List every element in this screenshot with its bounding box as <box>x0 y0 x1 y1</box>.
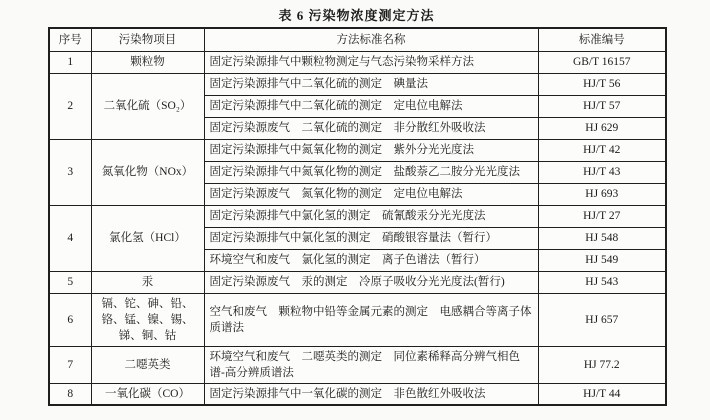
serial-number-cell: 7 <box>49 346 91 383</box>
table-row <box>49 73 666 95</box>
pollutant-methods-table <box>48 27 667 406</box>
pollutant-cell: 颗粒物 <box>91 51 204 73</box>
standard-code-cell: HJ/T 56 <box>538 73 666 95</box>
method-standard-name-cell: 固定污染源废气 汞的测定 冷原子吸收分光光度法(暂行) <box>204 271 538 293</box>
table-row <box>49 293 666 346</box>
method-standard-name-cell: 固定污染源排气中一氧化碳的测定 非色散红外吸收法 <box>204 383 538 405</box>
table-row <box>49 51 666 73</box>
pollutant-cell: 二噁英类 <box>91 346 204 383</box>
method-standard-name-cell: 空气和废气 颗粒物中铅等金属元素的测定 电感耦合等离子体质谱法 <box>204 293 538 346</box>
table-title: 表 6 污染物浓度测定方法 <box>278 8 435 23</box>
standard-code-cell: HJ 629 <box>538 117 666 139</box>
method-standard-name-cell: 环境空气和废气 二噁英类的测定 同位素稀释高分辨气相色谱-高分辨质谱法 <box>204 346 538 383</box>
table-body <box>49 51 666 405</box>
standard-code-cell: HJ/T 57 <box>538 95 666 117</box>
method-standard-name-cell: 固定污染源排气中氮氧化物的测定 紫外分光光度法 <box>204 139 538 161</box>
header-row <box>49 28 666 51</box>
serial-number-cell: 4 <box>49 205 91 271</box>
standard-code-cell: GB/T 16157 <box>538 51 666 73</box>
pollutant-cell: 氯化氢（HCl） <box>91 205 204 271</box>
method-standard-name-cell: 固定污染源废气 氮氧化物的测定 定电位电解法 <box>204 183 538 205</box>
table-row <box>49 346 666 383</box>
standard-code-cell: HJ 543 <box>538 271 666 293</box>
pollutant-cell: 一氧化碳（CO） <box>91 383 204 405</box>
header-method-standard-name: 方法标准名称 <box>204 28 538 51</box>
method-standard-name-cell: 固定污染源排气中二氧化硫的测定 碘量法 <box>204 73 538 95</box>
standard-code-cell: HJ/T 43 <box>538 161 666 183</box>
standard-code-cell: HJ 549 <box>538 249 666 271</box>
method-standard-name-cell: 固定污染源排气中氯化氢的测定 硝酸银容量法（暂行） <box>204 227 538 249</box>
method-standard-name-cell: 固定污染源排气中氮氧化物的测定 盐酸萘乙二胺分光光度法 <box>204 161 538 183</box>
serial-number-cell: 1 <box>49 51 91 73</box>
serial-number-cell: 2 <box>49 73 91 139</box>
serial-number-cell: 5 <box>49 271 91 293</box>
table-row <box>49 205 666 227</box>
pollutant-cell: 氮氧化物（NOx） <box>91 139 204 205</box>
method-standard-name-cell: 固定污染源排气中氯化氢的测定 硫氰酸汞分光光度法 <box>204 205 538 227</box>
pollutant-cell: 镉、铊、砷、铅、铬、锰、镍、锡、锑、铜、钴 <box>91 293 204 346</box>
standard-code-cell: HJ 548 <box>538 227 666 249</box>
method-standard-name-cell: 固定污染源排气中二氧化硫的测定 定电位电解法 <box>204 95 538 117</box>
method-standard-name-cell: 固定污染源废气 二氧化硫的测定 非分散红外吸收法 <box>204 117 538 139</box>
serial-number-cell: 8 <box>49 383 91 405</box>
serial-number-cell: 6 <box>49 293 91 346</box>
method-standard-name-cell: 固定污染源排气中颗粒物测定与气态污染物采样方法 <box>204 51 538 73</box>
pollutant-cell: 汞 <box>91 271 204 293</box>
pollutant-cell: 二氧化硫（SO₂） <box>91 73 204 139</box>
standard-code-cell: HJ 657 <box>538 293 666 346</box>
table-row <box>49 383 666 405</box>
standard-code-cell: HJ 77.2 <box>538 346 666 383</box>
header-pollutant-item: 污染物项目 <box>91 28 204 51</box>
table-row <box>49 139 666 161</box>
standard-code-cell: HJ/T 42 <box>538 139 666 161</box>
serial-number-cell: 3 <box>49 139 91 205</box>
table-row <box>49 271 666 293</box>
standard-code-cell: HJ/T 27 <box>538 205 666 227</box>
standard-code-cell: HJ 693 <box>538 183 666 205</box>
method-standard-name-cell: 环境空气和废气 氯化氢的测定 离子色谱法（暂行） <box>204 249 538 271</box>
standard-code-cell: HJ/T 44 <box>538 383 666 405</box>
header-standard-code: 标准编号 <box>538 28 666 51</box>
header-serial-number: 序号 <box>49 28 91 51</box>
